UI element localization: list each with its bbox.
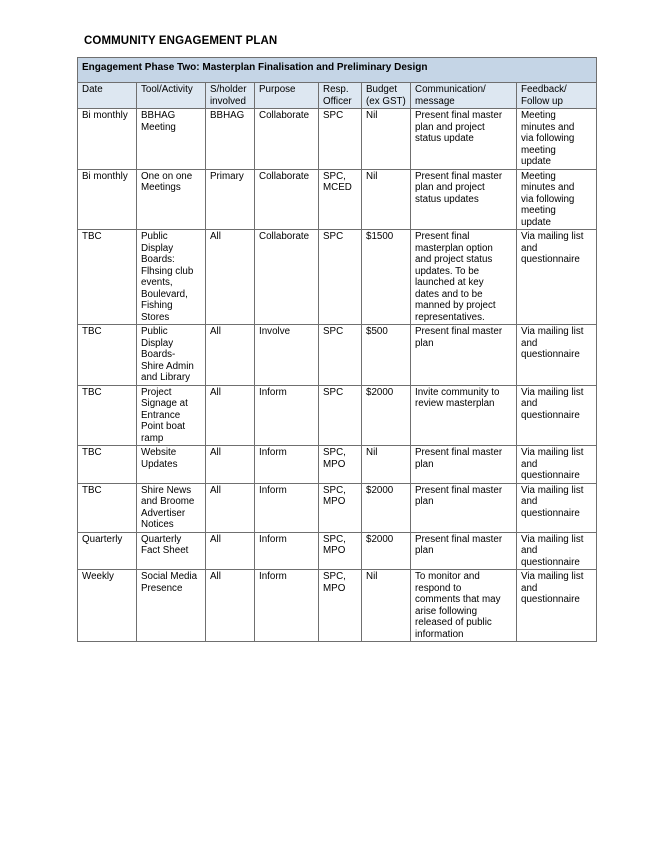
- phase-header-row: [78, 58, 597, 83]
- table-row: [78, 570, 597, 642]
- stakeholder-cell: All: [206, 446, 255, 484]
- table-row: [78, 169, 597, 230]
- stakeholder-cell: All: [206, 230, 255, 325]
- message-cell: Present final masterplan option and project status updates. To be launched at key dates and to be manned by project representatives.: [411, 230, 517, 325]
- purpose-cell: Collaborate: [255, 230, 319, 325]
- feedback-cell: Meeting minutes and via following meeting update: [517, 109, 597, 170]
- date-cell: Bi monthly: [78, 109, 137, 170]
- tool-cell: One on one Meetings: [137, 169, 206, 230]
- column-header-row: [78, 83, 597, 109]
- tool-cell: Public Display Boards- Shire Admin and Library: [137, 325, 206, 386]
- tool-cell: Social Media Presence: [137, 570, 206, 642]
- purpose-cell: Inform: [255, 570, 319, 642]
- tool-cell: BBHAG Meeting: [137, 109, 206, 170]
- message-cell: Present final master plan: [411, 532, 517, 570]
- tool-cell: Shire News and Broome Advertiser Notices: [137, 483, 206, 532]
- officer-cell: SPC: [319, 385, 362, 446]
- table-row: [78, 385, 597, 446]
- column-header-budget: Budget (ex GST): [362, 83, 411, 109]
- tool-cell: Website Updates: [137, 446, 206, 484]
- table-row: [78, 230, 597, 325]
- purpose-cell: Inform: [255, 532, 319, 570]
- purpose-cell: Involve: [255, 325, 319, 386]
- purpose-cell: Collaborate: [255, 169, 319, 230]
- officer-cell: SPC, MCED: [319, 169, 362, 230]
- feedback-cell: Via mailing list and questionnaire: [517, 230, 597, 325]
- stakeholder-cell: All: [206, 385, 255, 446]
- budget-cell: $2000: [362, 483, 411, 532]
- purpose-cell: Inform: [255, 446, 319, 484]
- column-header-date: Date: [78, 83, 137, 109]
- table-row: [78, 109, 597, 170]
- budget-cell: $1500: [362, 230, 411, 325]
- date-cell: TBC: [78, 446, 137, 484]
- purpose-cell: Collaborate: [255, 109, 319, 170]
- column-header-message: Communication/ message: [411, 83, 517, 109]
- budget-cell: $2000: [362, 532, 411, 570]
- phase-title: Engagement Phase Two: Masterplan Finalisation and Preliminary Design: [78, 58, 597, 83]
- table-row: [78, 483, 597, 532]
- column-header-purpose: Purpose: [255, 83, 319, 109]
- table-row: [78, 446, 597, 484]
- column-header-stakeholder: S/holder involved: [206, 83, 255, 109]
- feedback-cell: Via mailing list and questionnaire: [517, 325, 597, 386]
- purpose-cell: Inform: [255, 483, 319, 532]
- budget-cell: Nil: [362, 446, 411, 484]
- message-cell: To monitor and respond to comments that may arise following released of public information: [411, 570, 517, 642]
- feedback-cell: Via mailing list and questionnaire: [517, 385, 597, 446]
- table-row: [78, 325, 597, 386]
- officer-cell: SPC: [319, 109, 362, 170]
- feedback-cell: Via mailing list and questionnaire: [517, 446, 597, 484]
- date-cell: TBC: [78, 230, 137, 325]
- budget-cell: $500: [362, 325, 411, 386]
- feedback-cell: Via mailing list and questionnaire: [517, 483, 597, 532]
- table-row: [78, 532, 597, 570]
- message-cell: Present final master plan and project status update: [411, 109, 517, 170]
- budget-cell: Nil: [362, 169, 411, 230]
- column-header-tool: Tool/Activity: [137, 83, 206, 109]
- stakeholder-cell: All: [206, 483, 255, 532]
- feedback-cell: Via mailing list and questionnaire: [517, 532, 597, 570]
- stakeholder-cell: Primary: [206, 169, 255, 230]
- message-cell: Present final master plan: [411, 446, 517, 484]
- budget-cell: Nil: [362, 109, 411, 170]
- tool-cell: Quarterly Fact Sheet: [137, 532, 206, 570]
- officer-cell: SPC, MPO: [319, 483, 362, 532]
- message-cell: Present final master plan: [411, 483, 517, 532]
- stakeholder-cell: All: [206, 570, 255, 642]
- officer-cell: SPC, MPO: [319, 532, 362, 570]
- budget-cell: Nil: [362, 570, 411, 642]
- date-cell: TBC: [78, 325, 137, 386]
- tool-cell: Public Display Boards: Flhsing club events, Boulevard, Fishing Stores: [137, 230, 206, 325]
- stakeholder-cell: All: [206, 532, 255, 570]
- officer-cell: SPC, MPO: [319, 570, 362, 642]
- officer-cell: SPC, MPO: [319, 446, 362, 484]
- engagement-table: [77, 57, 597, 642]
- feedback-cell: Via mailing list and questionnaire: [517, 570, 597, 642]
- budget-cell: $2000: [362, 385, 411, 446]
- message-cell: Invite community to review masterplan: [411, 385, 517, 446]
- message-cell: Present final master plan and project status updates: [411, 169, 517, 230]
- column-header-officer: Resp. Officer: [319, 83, 362, 109]
- column-header-feedback: Feedback/ Follow up: [517, 83, 597, 109]
- purpose-cell: Inform: [255, 385, 319, 446]
- date-cell: TBC: [78, 483, 137, 532]
- date-cell: TBC: [78, 385, 137, 446]
- date-cell: Quarterly: [78, 532, 137, 570]
- officer-cell: SPC: [319, 230, 362, 325]
- stakeholder-cell: All: [206, 325, 255, 386]
- date-cell: Bi monthly: [78, 169, 137, 230]
- message-cell: Present final master plan: [411, 325, 517, 386]
- officer-cell: SPC: [319, 325, 362, 386]
- document-title: COMMUNITY ENGAGEMENT PLAN: [84, 35, 278, 47]
- tool-cell: Project Signage at Entrance Point boat ramp: [137, 385, 206, 446]
- stakeholder-cell: BBHAG: [206, 109, 255, 170]
- feedback-cell: Meeting minutes and via following meeting update: [517, 169, 597, 230]
- date-cell: Weekly: [78, 570, 137, 642]
